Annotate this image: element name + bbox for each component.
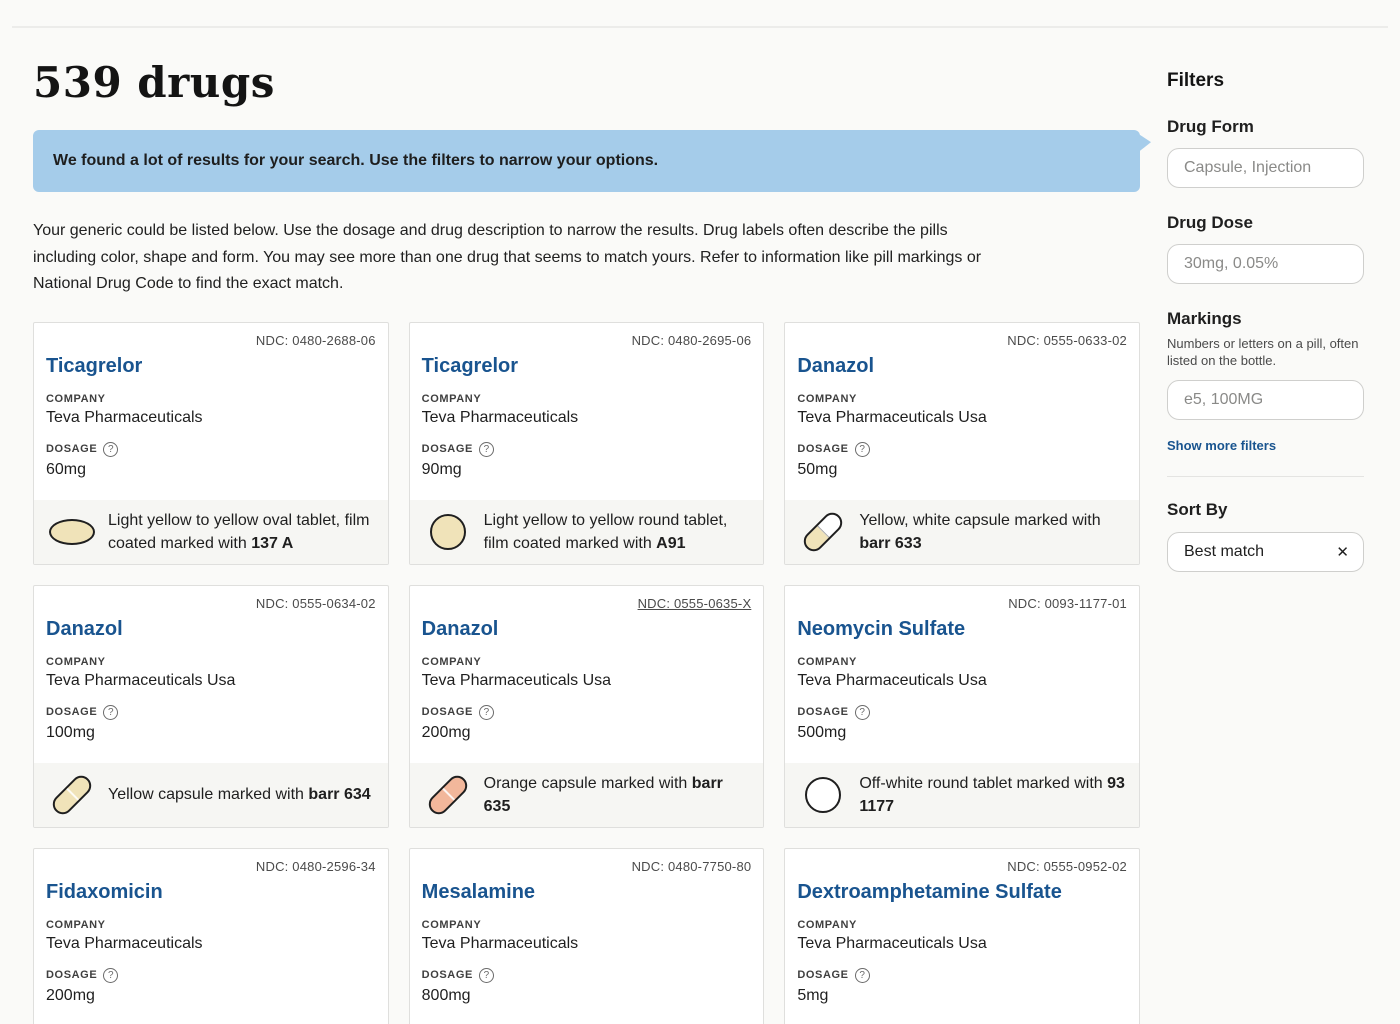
- pill-description: [410, 500, 764, 564]
- drug-name-link[interactable]: Fidaxomicin: [46, 880, 163, 903]
- company-value: Teva Pharmaceuticals Usa: [46, 671, 236, 689]
- drug-dose-label: Drug Dose: [1167, 213, 1253, 232]
- drug-card: [784, 848, 1140, 1024]
- drug-card: [409, 585, 765, 828]
- pill-marking: 137 A: [251, 534, 294, 552]
- round-tablet-icon: [805, 777, 841, 813]
- company-value: Teva Pharmaceuticals: [421, 934, 579, 952]
- markings-helper-text: Numbers or letters on a pill, often listed on the bottle.: [1167, 336, 1359, 368]
- ndc-code[interactable]: NDC: 0555-0633-02: [1007, 332, 1127, 348]
- company-value: Teva Pharmaceuticals: [46, 408, 203, 426]
- pill-description: [410, 763, 764, 827]
- pill-description: [785, 763, 1139, 827]
- filters-heading: Filters: [1167, 70, 1225, 91]
- pill-description: [34, 763, 388, 827]
- pill-marking: 93 1177: [859, 774, 1125, 815]
- company-label: COMPANY: [421, 918, 482, 931]
- dosage-help-icon[interactable]: ?: [103, 705, 118, 720]
- company-value: Teva Pharmaceuticals Usa: [797, 934, 987, 952]
- pill-description-text: Light yellow to yellow round tablet, film coated marked with A91: [483, 511, 728, 552]
- drug-card: [33, 585, 389, 828]
- dosage-label: DOSAGE ?: [46, 968, 376, 983]
- sort-by-select[interactable]: [1167, 532, 1364, 572]
- markings-input[interactable]: [1167, 380, 1364, 420]
- sort-by-label: Sort By: [1167, 500, 1228, 519]
- content-area: [0, 28, 1400, 1024]
- company-label: COMPANY: [421, 392, 482, 405]
- pill-description-text: Yellow capsule marked with barr 634: [108, 786, 371, 804]
- company-label: COMPANY: [797, 918, 857, 931]
- pill-description-text: Light yellow to yellow oval tablet, film coated marked with 137 A: [108, 511, 370, 552]
- dosage-help-icon[interactable]: ?: [855, 705, 870, 720]
- company-value: Teva Pharmaceuticals: [46, 934, 203, 952]
- dosage-value: 60mg: [46, 460, 87, 478]
- ndc-code[interactable]: NDC: 0555-0634-02: [255, 595, 376, 611]
- drug-card: [784, 322, 1140, 565]
- dosage-label: DOSAGE ?: [797, 442, 1127, 457]
- pill-marking: barr 635: [483, 774, 723, 815]
- ndc-code[interactable]: NDC: 0093-1177-01: [1008, 595, 1127, 611]
- company-value: Teva Pharmaceuticals: [421, 408, 579, 426]
- dosage-label: DOSAGE ?: [797, 705, 1127, 720]
- show-more-filters-link[interactable]: Show more filters: [1167, 438, 1277, 453]
- sidebar-divider: [1167, 476, 1364, 477]
- company-value: Teva Pharmaceuticals Usa: [797, 671, 987, 689]
- company-label: COMPANY: [46, 392, 106, 405]
- drug-card: [409, 848, 765, 1024]
- pill-description: [785, 500, 1139, 564]
- drug-card: [33, 848, 389, 1024]
- markings-label: Markings: [1167, 309, 1242, 328]
- dosage-help-icon[interactable]: ?: [855, 442, 870, 457]
- drug-name-link[interactable]: Danazol: [46, 617, 123, 640]
- drug-card: [33, 322, 389, 565]
- drug-dose-input[interactable]: [1167, 244, 1364, 284]
- dosage-help-icon[interactable]: ?: [479, 442, 494, 457]
- dosage-value: 100mg: [46, 723, 95, 741]
- company-label: COMPANY: [46, 655, 106, 668]
- drug-name-link[interactable]: Mesalamine: [421, 880, 536, 903]
- dosage-label: DOSAGE ?: [422, 968, 752, 983]
- dosage-value: 500mg: [797, 723, 847, 741]
- company-value: Teva Pharmaceuticals Usa: [421, 671, 612, 689]
- ndc-code[interactable]: NDC: 0555-0952-02: [1007, 858, 1127, 874]
- drug-card: [409, 322, 765, 565]
- pill-description-text: Orange capsule marked with barr 635: [483, 774, 723, 815]
- drug-form-input[interactable]: [1167, 148, 1364, 188]
- dosage-value: 200mg: [421, 723, 471, 741]
- dosage-label: DOSAGE ?: [422, 705, 752, 720]
- dosage-label: DOSAGE ?: [422, 442, 752, 457]
- filters-sidebar: [1167, 28, 1364, 572]
- ndc-code[interactable]: NDC: 0480-7750-80: [631, 858, 752, 874]
- drug-name-link[interactable]: Ticagrelor: [46, 354, 143, 377]
- pill-marking: barr 634: [308, 786, 371, 804]
- ndc-code[interactable]: NDC: 0480-2688-06: [255, 332, 376, 348]
- dosage-value: 50mg: [797, 460, 838, 478]
- clear-sort-icon[interactable]: ✕: [1336, 544, 1349, 561]
- intro-text: Your generic could be listed below. Use the dosage and drug description to narrow the results. Drug labels often describe the pills including color, shape and form. You may see more than one drug that seems to match yours. Refer to information like pill markings or National Drug Code to find the exact match.: [33, 222, 982, 293]
- dosage-value: 5mg: [797, 986, 829, 1004]
- results-main: [33, 28, 1140, 1024]
- drug-card: [784, 585, 1140, 828]
- ndc-code[interactable]: NDC: 0555-0635-X: [637, 595, 752, 611]
- round-tablet-icon: [430, 514, 466, 550]
- page-title: 539 drugs: [33, 58, 275, 107]
- drug-name-link[interactable]: Danazol: [797, 354, 875, 377]
- dosage-label: DOSAGE ?: [797, 968, 1127, 983]
- dosage-value: 90mg: [421, 460, 462, 478]
- dosage-help-icon[interactable]: ?: [479, 705, 494, 720]
- company-label: COMPANY: [421, 655, 482, 668]
- pill-description-text: Off-white round tablet marked with 93 1177: [859, 774, 1125, 815]
- company-label: COMPANY: [46, 918, 106, 931]
- capsule-icon: [424, 772, 471, 819]
- dosage-help-icon[interactable]: ?: [103, 442, 118, 457]
- oval-tablet-icon: [49, 519, 95, 545]
- company-label: COMPANY: [797, 392, 857, 405]
- dosage-help-icon[interactable]: ?: [103, 968, 118, 983]
- drug-name-link[interactable]: Neomycin Sulfate: [797, 617, 966, 640]
- pill-marking: barr 633: [859, 534, 922, 552]
- sort-by-value: Best match: [1184, 543, 1265, 560]
- drug-name-link[interactable]: Danazol: [421, 617, 499, 640]
- drug-name-link[interactable]: Ticagrelor: [421, 354, 518, 377]
- results-banner: [33, 130, 1140, 192]
- ndc-code[interactable]: NDC: 0480-2596-34: [255, 858, 376, 874]
- company-label: COMPANY: [797, 655, 857, 668]
- ndc-code[interactable]: NDC: 0480-2695-06: [631, 332, 752, 348]
- company-value: Teva Pharmaceuticals Usa: [797, 408, 987, 426]
- pill-description-text: Yellow, white capsule marked with barr 633: [859, 511, 1101, 552]
- banner-message: We found a lot of results for your search. Use the filters to narrow your options.: [53, 152, 659, 170]
- dosage-help-icon[interactable]: ?: [855, 968, 870, 983]
- dosage-label: DOSAGE ?: [46, 705, 376, 720]
- drug-card-grid: [33, 322, 1140, 1024]
- dosage-label: DOSAGE ?: [46, 442, 376, 457]
- capsule-icon: [49, 772, 96, 819]
- drug-form-label: Drug Form: [1167, 117, 1254, 136]
- dosage-value: 800mg: [421, 986, 471, 1004]
- drug-name-link[interactable]: Dextroamphetamine Sulfate: [797, 880, 1062, 903]
- pill-description: [34, 500, 388, 564]
- pill-marking: A91: [656, 534, 686, 552]
- dosage-help-icon[interactable]: ?: [479, 968, 494, 983]
- capsule-icon: [800, 509, 847, 556]
- dosage-value: 200mg: [46, 986, 95, 1004]
